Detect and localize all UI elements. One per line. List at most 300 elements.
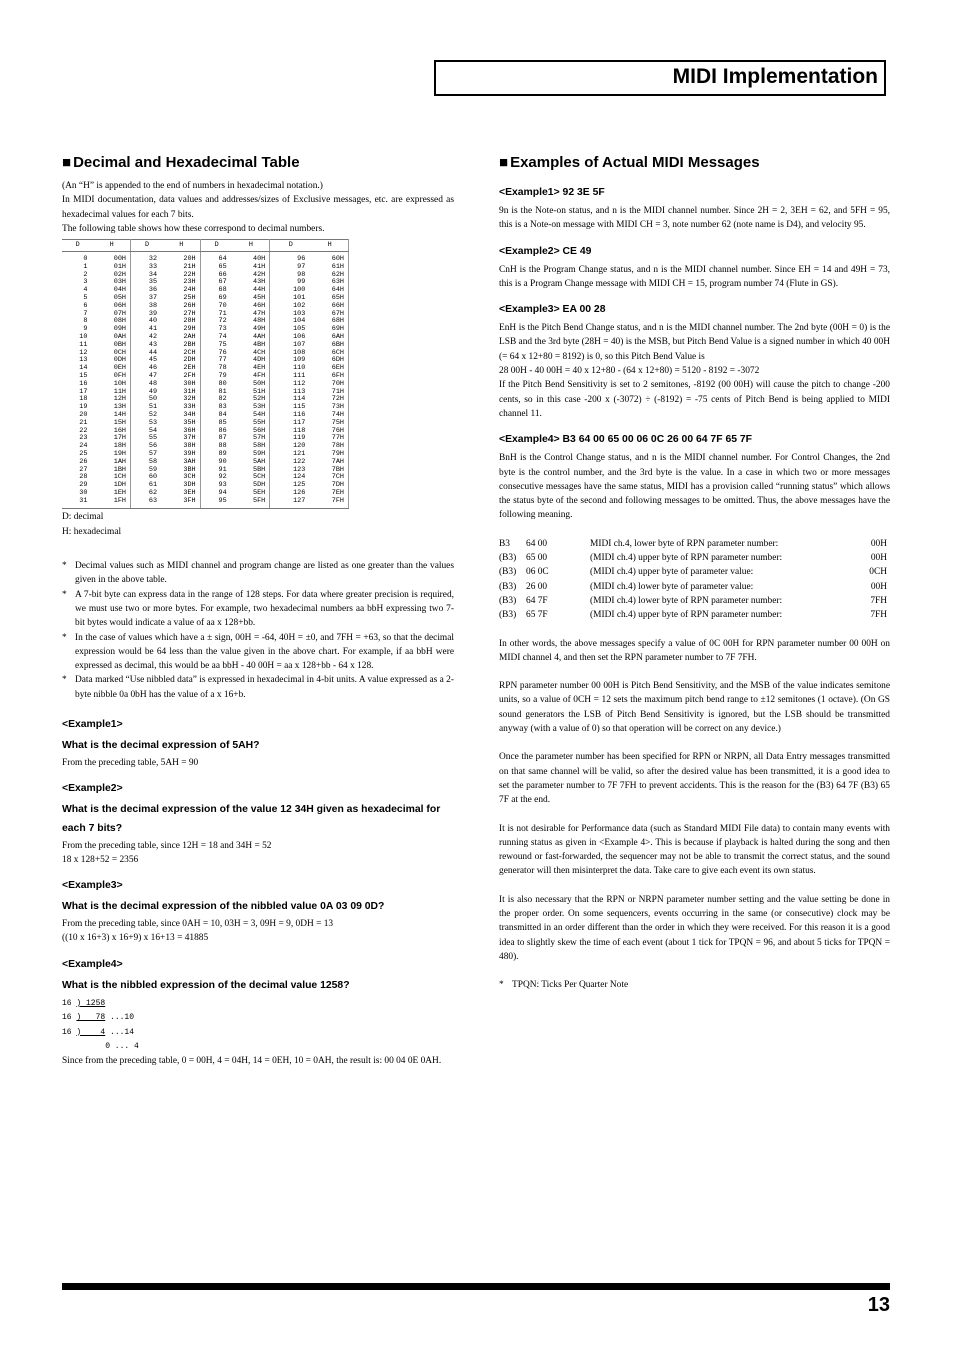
hex-cell: 04H — [93, 287, 130, 295]
hex-cell: 28H — [163, 318, 200, 326]
decimal-cell: 52 — [148, 410, 158, 419]
decimal-cell: 23 — [79, 434, 88, 443]
hex-cell: 1CH — [93, 474, 130, 482]
hex-cell: 5DH — [233, 482, 270, 490]
example1-answer: From the preceding table, 5AH = 90 — [62, 757, 199, 768]
table-header: H — [311, 240, 348, 252]
table-header-row — [62, 240, 349, 252]
decimal-cell: 49 — [148, 387, 158, 396]
decimal-cell: 120 — [293, 442, 306, 451]
table-row — [62, 389, 349, 397]
hex-cell: 72H — [311, 396, 348, 404]
message-example3-title: <Example3> EA 00 28 — [499, 304, 606, 316]
hex-cell: 5EH — [233, 490, 270, 498]
decimal-cell: 113 — [293, 387, 306, 396]
hex-cell: 15H — [93, 420, 130, 428]
example1-title: <Example1> — [62, 719, 123, 731]
hex-cell: 43H — [233, 279, 270, 287]
hex-cell: 05H — [93, 295, 130, 303]
hex-cell: 6AH — [311, 334, 348, 342]
decimal-cell: 97 — [297, 262, 306, 271]
hex-cell: 7AH — [311, 459, 348, 467]
left-column — [62, 154, 454, 1069]
decimal-cell: 90 — [218, 457, 227, 466]
hex-cell: 5CH — [233, 474, 270, 482]
footer-rule — [62, 1283, 890, 1290]
decimal-cell: 82 — [218, 395, 227, 404]
hex-cell: 66H — [311, 303, 348, 311]
message-example1-title: <Example1> 92 3E 5F — [499, 187, 605, 198]
decimal-cell: 51 — [148, 403, 158, 412]
decimal-cell: 76 — [218, 348, 227, 357]
table-row — [62, 318, 349, 326]
table-row — [62, 428, 349, 436]
decimal-cell: 65 — [218, 262, 227, 271]
decimal-cell: 63 — [131, 498, 164, 509]
intro-line: The following table shows how these correspond to decimal numbers. — [62, 223, 325, 234]
decimal-cell: 60 — [148, 473, 158, 482]
decimal-cell: 37 — [148, 293, 158, 302]
hex-cell: 37H — [163, 435, 200, 443]
example3-question: What is the decimal expression of the nibbled value 0A 03 09 0D? — [62, 901, 385, 913]
decimal-cell: 122 — [293, 457, 306, 466]
decimal-cell: 81 — [218, 387, 227, 396]
hex-cell: 2CH — [163, 350, 200, 358]
decimal-cell: 43 — [148, 340, 158, 349]
example1-question: What is the decimal expression of 5AH? — [62, 740, 260, 752]
decimal-cell: 95 — [200, 498, 233, 509]
hex-cell: 47H — [233, 311, 270, 319]
table-row — [62, 272, 349, 280]
hex-cell: 51H — [233, 389, 270, 397]
decimal-cell: 64 — [218, 254, 227, 263]
decimal-cell: 92 — [218, 473, 227, 482]
decimal-cell: 114 — [293, 395, 306, 404]
page-number: 13 — [867, 1294, 890, 1316]
decimal-cell: 10 — [79, 332, 88, 341]
table-row — [62, 467, 349, 475]
table-row — [62, 451, 349, 459]
decimal-cell: 88 — [218, 442, 227, 451]
decimal-cell: 21 — [79, 418, 88, 427]
header-box — [434, 60, 886, 96]
decimal-cell: 2 — [83, 270, 88, 279]
decimal-cell: 68 — [218, 286, 227, 295]
hex-cell: 32H — [163, 396, 200, 404]
hex-cell: 4CH — [233, 350, 270, 358]
decimal-cell: 48 — [148, 379, 158, 388]
table-row — [62, 287, 349, 295]
decimal-cell: 117 — [293, 418, 306, 427]
hex-cell: 74H — [311, 412, 348, 420]
hex-cell: 01H — [93, 264, 130, 272]
table-header: D — [270, 240, 312, 252]
hex-cell: 0CH — [93, 350, 130, 358]
hex-cell: 2FH — [163, 373, 200, 381]
hex-cell: 4EH — [233, 365, 270, 373]
table-row — [62, 396, 349, 404]
hex-cell: 4DH — [233, 357, 270, 365]
decimal-cell: 47 — [148, 371, 158, 380]
decimal-cell: 8 — [83, 317, 88, 326]
right-column — [499, 154, 890, 992]
page-title: MIDI Implementation — [672, 65, 878, 88]
decimal-cell: 69 — [218, 293, 227, 302]
table-row: (B3) 64 7F (MIDI ch.4) lower byte of RPN parameter number: 7FH — [499, 595, 887, 606]
example2-answer: 18 x 128+52 = 2356 — [62, 855, 139, 866]
table-row — [62, 350, 349, 358]
hex-cell: 7DH — [311, 482, 348, 490]
decimal-cell: 53 — [148, 418, 158, 427]
hex-cell: 79H — [311, 451, 348, 459]
decimal-cell: 86 — [218, 426, 227, 435]
table-row — [62, 357, 349, 365]
decimal-cell: 41 — [148, 325, 158, 334]
hex-cell: 13H — [93, 404, 130, 412]
decimal-cell: 83 — [218, 403, 227, 412]
note-item: * In the case of values which have a ± sign, 00H = -64, 40H = ±0, and 7FH = +63, so that the decimal expression would be 64 less than the value given in the above chart. For example, if aa bbH were expressed as decimal, this would be aa bbH - 40 00H = aa x 128+bb - 64 x 128. — [62, 632, 454, 672]
decimal-cell: 39 — [148, 309, 158, 318]
decimal-cell: 73 — [218, 325, 227, 334]
hex-cell: 58H — [233, 443, 270, 451]
hex-cell: 06H — [93, 303, 130, 311]
hex-cell: 67H — [311, 311, 348, 319]
message-example2-title: <Example2> CE 49 — [499, 245, 592, 257]
hex-cell: 54H — [233, 412, 270, 420]
decimal-cell: 109 — [293, 356, 306, 365]
table-row — [62, 490, 349, 498]
message-example3-text: If the Pitch Bend Sensitivity is set to 2 semitones, -8192 (00 00H) will cause the pitch to change -200 cents, so in this case -200 x (-3072) ÷ (-8192) = -75 cents of Pitch Bend is being applied to MIDI channel 11. — [499, 380, 890, 419]
table-row — [62, 373, 349, 381]
decimal-cell: 0 — [83, 254, 88, 263]
decimal-cell: 107 — [293, 340, 306, 349]
table-row — [62, 498, 349, 509]
hex-cell: 49H — [233, 326, 270, 334]
decimal-cell: 115 — [293, 403, 306, 412]
decimal-cell: 46 — [148, 364, 158, 373]
decimal-cell: 105 — [293, 325, 306, 334]
decimal-hex-table — [62, 239, 349, 509]
decimal-cell: 24 — [79, 442, 88, 451]
decimal-cell: 42 — [148, 332, 158, 341]
hex-cell: 7FH — [311, 498, 348, 509]
table-row — [62, 420, 349, 428]
decimal-cell: 71 — [218, 309, 227, 318]
hex-cell: 52H — [233, 396, 270, 404]
table-header: D — [131, 240, 164, 252]
table-header: D — [62, 240, 93, 252]
hex-cell: 12H — [93, 396, 130, 404]
message-example4-title: <Example4> B3 64 00 65 00 06 0C 26 00 64 7F 65 7F — [499, 434, 753, 446]
intro-line: In MIDI documentation, data values and addresses/sizes of Exclusive messages, etc. are expressed as hexadecimal values for each 7 bits. — [62, 195, 454, 220]
decimal-cell: 89 — [218, 449, 227, 458]
decimal-cell: 45 — [148, 356, 158, 365]
hex-cell: 2AH — [163, 334, 200, 342]
decimal-cell: 58 — [148, 457, 158, 466]
decimal-cell: 57 — [148, 449, 158, 458]
decimal-cell: 38 — [148, 301, 158, 310]
hex-cell: 45H — [233, 295, 270, 303]
table-header: D — [200, 240, 233, 252]
hex-cell: 0AH — [93, 334, 130, 342]
body-paragraph: It is not desirable for Performance data (such as Standard MIDI File data) to contain many events with running status as given in <Example 4>. This is because if playback is halted during the song and then rewound or fast-forwarded, the sequencer may not be able to transmit the correct status, and the sound generator will then misinterpret the data. Take care to give each event its own status. — [499, 823, 890, 877]
decimal-cell: 70 — [218, 301, 227, 310]
hex-cell: 56H — [233, 428, 270, 436]
hex-cell: 40H — [233, 251, 270, 263]
table-row — [62, 326, 349, 334]
hex-cell: 50H — [233, 381, 270, 389]
decimal-cell: 25 — [79, 449, 88, 458]
decimal-cell: 106 — [293, 332, 306, 341]
decimal-cell: 6 — [83, 301, 88, 310]
table-row — [62, 334, 349, 342]
hex-cell: 03H — [93, 279, 130, 287]
decimal-cell: 36 — [148, 286, 158, 295]
decimal-cell: 78 — [218, 364, 227, 373]
square-bullet-icon: ■ — [62, 154, 72, 171]
decimal-cell: 116 — [293, 410, 306, 419]
body-paragraph: RPN parameter number 00 00H is Pitch Bend Sensitivity, and the MSB of the value indicates semitone units, so a value of 0CH = 12 sets the maximum pitch bend range to ±12 semitones (1 octave). (On GS sound generators the LSB of Pitch Bend Sensitivity is ignored, but the LSB should be transmitted anyway (with a value of 0) so that operation will be correct on any device.) — [499, 681, 890, 735]
decimal-cell: 33 — [148, 262, 158, 271]
hex-cell: 41H — [233, 264, 270, 272]
hex-cell: 75H — [311, 420, 348, 428]
table-row — [62, 311, 349, 319]
table-row — [62, 303, 349, 311]
example2-answer: From the preceding table, since 12H = 18 and 34H = 52 — [62, 840, 272, 851]
square-bullet-icon: ■ — [499, 154, 509, 171]
decimal-cell: 61 — [148, 481, 158, 490]
table-row — [62, 264, 349, 272]
hex-cell: 29H — [163, 326, 200, 334]
hex-cell: 23H — [163, 279, 200, 287]
decimal-cell: 62 — [148, 488, 158, 497]
hex-cell: 5BH — [233, 467, 270, 475]
hex-cell: 65H — [311, 295, 348, 303]
table-row — [62, 381, 349, 389]
decimal-cell: 16 — [79, 379, 88, 388]
hex-table-wrap — [62, 239, 349, 509]
hex-cell: 16H — [93, 428, 130, 436]
table-header: H — [163, 240, 200, 252]
hex-cell: 44H — [233, 287, 270, 295]
decimal-cell: 9 — [83, 325, 88, 334]
decimal-cell: 55 — [148, 434, 158, 443]
example4-answer: Since from the preceding table, 0 = 00H, 4 = 04H, 14 = 0EH, 10 = 0AH, the result is: 00 04 0E 0AH. — [62, 1056, 442, 1067]
hex-cell: 31H — [163, 389, 200, 397]
message-example3-text: EnH is the Pitch Bend Change status, and n is the MIDI channel number. The 2nd byte (00H = 0) is the LSB and the 3rd byte (28H = 40) is the MSB, but Pitch Bend Value is a signed number in which 40 00H (= 64 x 12+80 = 8192) is 0, so this Pitch Bend Value is — [499, 323, 890, 362]
hex-cell: 60H — [311, 251, 348, 263]
hex-cell: 38H — [163, 443, 200, 451]
decimal-cell: 126 — [293, 488, 306, 497]
body-paragraph: It is also necessary that the RPN or NRPN parameter number setting and the value setting be done in the proper order. On some sequencers, events occurring in the same (or consecutive) clock may be transmitted in an order different than the order in which they were received. For this reason it is a good idea to slightly skew the time of each event (about 1 tick for TPQN = 96, and about 5 ticks for TPQN = 480). — [499, 894, 890, 962]
hex-cell: 1AH — [93, 459, 130, 467]
hex-cell: 71H — [311, 389, 348, 397]
table-row: (B3) 26 00 (MIDI ch.4) lower byte of parameter value: 00H — [499, 581, 887, 592]
message-example2-text: CnH is the Program Change status, and n is the MIDI channel number. Since EH = 14 and 49H = 73, this is a Program Change message with MIDI CH = 15, program number 74 (Flute in GS). — [499, 264, 890, 289]
decimal-cell: 19 — [79, 403, 88, 412]
decimal-cell: 118 — [293, 426, 306, 435]
decimal-cell: 1 — [83, 262, 88, 271]
decimal-cell: 101 — [293, 293, 306, 302]
hex-cell: 22H — [163, 272, 200, 280]
hex-cell: 0EH — [93, 365, 130, 373]
decimal-cell: 125 — [293, 481, 306, 490]
hex-cell: 18H — [93, 443, 130, 451]
decimal-cell: 80 — [218, 379, 227, 388]
body-paragraph: Once the parameter number has been specified for RPN or NRPN, all Data Entry messages transmitted on that same channel will be valid, so after the desired value has been transmitted, it is a good idea to set the parameter number to 7F 7FH to prevent accidents. This is the reason for the (B3) 64 7F (B3) 65 7F at the end. — [499, 752, 890, 806]
table-header: H — [233, 240, 270, 252]
legend-decimal: D: decimal — [62, 512, 104, 523]
decimal-cell: 94 — [218, 488, 227, 497]
hex-cell: 64H — [311, 287, 348, 295]
hex-cell: 24H — [163, 287, 200, 295]
decimal-cell: 75 — [218, 340, 227, 349]
rpn-message-table — [499, 537, 887, 623]
section-heading-midi-messages: ■ Examples of Actual MIDI Messages — [499, 154, 760, 171]
decimal-cell: 77 — [218, 356, 227, 365]
decimal-cell: 85 — [218, 418, 227, 427]
decimal-cell: 5 — [83, 293, 88, 302]
decimal-cell: 79 — [218, 371, 227, 380]
decimal-cell: 59 — [148, 465, 158, 474]
note-item: * Data marked “Use nibbled data” is expressed in hexadecimal in 4-bit units. A value expressed as a 2-byte nibble 0a 0bH has the value of a x 16+b. — [62, 675, 454, 700]
hex-cell: 55H — [233, 420, 270, 428]
footnote: * TPQN: Ticks Per Quarter Note — [499, 980, 629, 991]
hex-cell: 1BH — [93, 467, 130, 475]
hex-cell: 68H — [311, 318, 348, 326]
intro-line: (An “H” is appended to the end of numbers in hexadecimal notation.) — [62, 181, 323, 191]
example3-answer: ((10 x 16+3) x 16+9) x 16+13 = 41885 — [62, 933, 209, 944]
decimal-cell: 20 — [79, 410, 88, 419]
hex-cell: 53H — [233, 404, 270, 412]
hex-cell: 0FH — [93, 373, 130, 381]
decimal-cell: 99 — [297, 278, 306, 287]
hex-cell: 39H — [163, 451, 200, 459]
decimal-cell: 124 — [293, 473, 306, 482]
decimal-cell: 56 — [148, 442, 158, 451]
hex-table-body — [62, 251, 349, 509]
hex-cell: 59H — [233, 451, 270, 459]
decimal-cell: 111 — [293, 371, 306, 380]
hex-cell: 0DH — [93, 357, 130, 365]
decimal-cell: 127 — [270, 498, 312, 509]
hex-cell: 07H — [93, 311, 130, 319]
hex-cell: 70H — [311, 381, 348, 389]
message-example4-text: BnH is the Control Change status, and n is the MIDI channel number. For Control Changes, the 2nd byte is the control number, and the 3rd byte is the value. In a case in which two or more messages consecutive messages have the same status, MIDI has a provision called “running status” which allows the status byte of the second and following messages to be omitted. Thus, the above messages have the following meaning. — [499, 453, 890, 521]
hex-cell: 3DH — [163, 482, 200, 490]
decimal-cell: 119 — [293, 434, 306, 443]
table-row — [62, 474, 349, 482]
hex-cell: 3FH — [163, 498, 200, 509]
hex-cell: 09H — [93, 326, 130, 334]
hex-cell: 5AH — [233, 459, 270, 467]
hex-cell: 3BH — [163, 467, 200, 475]
table-row — [62, 435, 349, 443]
decimal-cell: 110 — [293, 364, 306, 373]
example3-title: <Example3> — [62, 880, 123, 892]
table-row: B3 64 00 MIDI ch.4, lower byte of RPN parameter number: 00H — [499, 538, 887, 549]
decimal-cell: 27 — [79, 465, 88, 474]
decimal-cell: 13 — [79, 356, 88, 365]
hex-cell: 5FH — [233, 498, 270, 509]
decimal-cell: 4 — [83, 286, 88, 295]
hex-cell: 10H — [93, 381, 130, 389]
hex-cell: 69H — [311, 326, 348, 334]
hex-cell: 7EH — [311, 490, 348, 498]
division-work: 16 ) 1258 16 ) 78 ...10 16 ) 4 ...14 0 ... 4 — [62, 999, 139, 1051]
hex-cell: 21H — [163, 264, 200, 272]
hex-cell: 6FH — [311, 373, 348, 381]
decimal-cell: 12 — [79, 348, 88, 357]
hex-cell: 26H — [163, 303, 200, 311]
hex-cell: 14H — [93, 412, 130, 420]
table-row — [62, 251, 349, 263]
hex-cell: 35H — [163, 420, 200, 428]
table-row — [62, 443, 349, 451]
hex-cell: 1EH — [93, 490, 130, 498]
hex-cell: 78H — [311, 443, 348, 451]
example2-question: What is the decimal expression of the value 12 34H given as hexadecimal for each 7 bits? — [62, 803, 441, 835]
table-header: H — [93, 240, 130, 252]
table-row — [62, 459, 349, 467]
hex-cell: 33H — [163, 404, 200, 412]
decimal-cell: 32 — [148, 254, 158, 263]
hex-cell: 25H — [163, 295, 200, 303]
hex-cell: 36H — [163, 428, 200, 436]
decimal-cell: 93 — [218, 481, 227, 490]
example4-question: What is the nibbled expression of the decimal value 1258? — [62, 979, 350, 991]
hex-cell: 2BH — [163, 342, 200, 350]
hex-cell: 30H — [163, 381, 200, 389]
decimal-cell: 102 — [293, 301, 306, 310]
hex-cell: 3CH — [163, 474, 200, 482]
decimal-cell: 26 — [79, 457, 88, 466]
table-row — [62, 279, 349, 287]
decimal-cell: 67 — [218, 278, 227, 287]
decimal-cell: 74 — [218, 332, 227, 341]
decimal-cell: 18 — [79, 395, 88, 404]
hex-cell: 08H — [93, 318, 130, 326]
body-paragraph: In other words, the above messages specify a value of 0C 00H for RPN parameter number 00 00H on MIDI channel 4, and then set the RPN parameter number to 7F 7FH. — [499, 638, 890, 663]
hex-cell: 7CH — [311, 474, 348, 482]
decimal-cell: 31 — [62, 498, 93, 509]
hex-cell: 3EH — [163, 490, 200, 498]
table-row: (B3) 65 00 (MIDI ch.4) upper byte of RPN parameter number: 00H — [499, 553, 887, 564]
message-example3-formula: 28 00H - 40 00H = 40 x 12+80 - (64 x 12+80) = 5120 - 8192 = -3072 — [499, 366, 760, 377]
hex-cell: 76H — [311, 428, 348, 436]
hex-cell: 1DH — [93, 482, 130, 490]
example4-title: <Example4> — [62, 958, 123, 970]
table-row — [62, 482, 349, 490]
table-row: (B3) 06 0C (MIDI ch.4) upper byte of parameter value: 0CH — [499, 567, 887, 578]
hex-cell: 6BH — [311, 342, 348, 350]
hex-cell: 6EH — [311, 365, 348, 373]
decimal-cell: 15 — [79, 371, 88, 380]
table-row — [62, 295, 349, 303]
decimal-cell: 96 — [297, 254, 306, 263]
decimal-cell: 14 — [79, 364, 88, 373]
decimal-cell: 121 — [293, 449, 306, 458]
hex-cell: 27H — [163, 311, 200, 319]
decimal-cell: 29 — [79, 481, 88, 490]
decimal-cell: 17 — [79, 387, 88, 396]
hex-cell: 3AH — [163, 459, 200, 467]
table-row — [62, 412, 349, 420]
hex-cell: 00H — [93, 251, 130, 263]
hex-cell: 57H — [233, 435, 270, 443]
hex-cell: 7BH — [311, 467, 348, 475]
legend-hexadecimal: H: hexadecimal — [62, 526, 122, 537]
